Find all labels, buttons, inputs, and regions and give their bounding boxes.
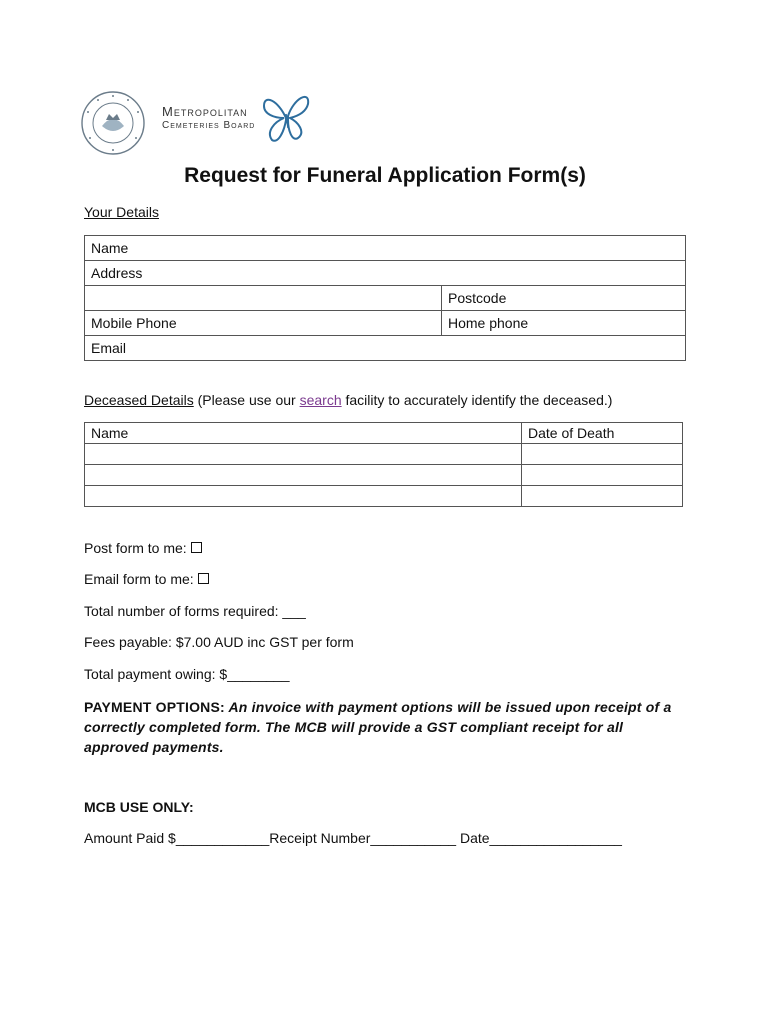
total-payment-line: Total payment owing: $________ [84, 666, 290, 682]
date-of-death-cell[interactable] [522, 444, 683, 465]
address-field[interactable]: Address [85, 261, 686, 286]
date-of-death-cell[interactable] [522, 486, 683, 507]
mcb-payment-line: Amount Paid $____________Receipt Number___________ Date_________________ [84, 830, 622, 846]
name-field[interactable]: Name [85, 236, 686, 261]
deceased-note-before: (Please use our [193, 392, 300, 408]
post-form-label: Post form to me: [84, 540, 187, 556]
page-title: Request for Funeral Application Form(s) [184, 164, 586, 187]
date-of-death-cell[interactable] [522, 465, 683, 486]
home-phone-field[interactable]: Home phone [442, 311, 686, 336]
postcode-field[interactable]: Postcode [442, 286, 686, 311]
deceased-details-heading: Deceased Details [84, 392, 194, 408]
address-line2-field[interactable] [85, 286, 442, 311]
deceased-name-cell[interactable] [85, 444, 522, 465]
email-form-label: Email form to me: [84, 571, 194, 587]
org-name-line2: Cemeteries Board [162, 120, 256, 131]
government-seal-logo [80, 90, 146, 156]
payment-options-text: An invoice with payment options will be issued upon receipt of a correctly completed form. The MCB will provide a GST compliant receipt for all approved payments. [84, 699, 672, 755]
butterfly-logo-icon [258, 88, 314, 146]
deceased-name-cell[interactable] [85, 465, 522, 486]
mobile-phone-field[interactable]: Mobile Phone [85, 311, 442, 336]
email-form-option [84, 571, 209, 587]
organisation-name [162, 104, 255, 131]
org-name-line1: Metropolitan [162, 104, 248, 119]
email-form-checkbox[interactable] [198, 573, 209, 584]
total-forms-line: Total number of forms required: ___ [84, 603, 306, 619]
post-form-checkbox[interactable] [191, 542, 202, 553]
deceased-note-after: facility to accurately identify the deceased.) [341, 392, 613, 408]
payment-options-paragraph [84, 697, 674, 757]
your-details-table [84, 235, 686, 361]
payment-options-label: PAYMENT OPTIONS: [84, 699, 225, 715]
your-details-heading: Your Details [84, 204, 159, 220]
deceased-details-line [84, 392, 612, 408]
search-link[interactable]: search [299, 392, 342, 408]
mcb-use-only-heading: MCB USE ONLY: [84, 799, 194, 815]
date-of-death-header: Date of Death [522, 423, 683, 444]
deceased-table [84, 422, 683, 507]
post-form-option [84, 540, 202, 556]
fees-line: Fees payable: $7.00 AUD inc GST per form [84, 634, 354, 650]
deceased-name-header: Name [85, 423, 522, 444]
deceased-name-cell[interactable] [85, 486, 522, 507]
email-field[interactable]: Email [85, 336, 686, 361]
